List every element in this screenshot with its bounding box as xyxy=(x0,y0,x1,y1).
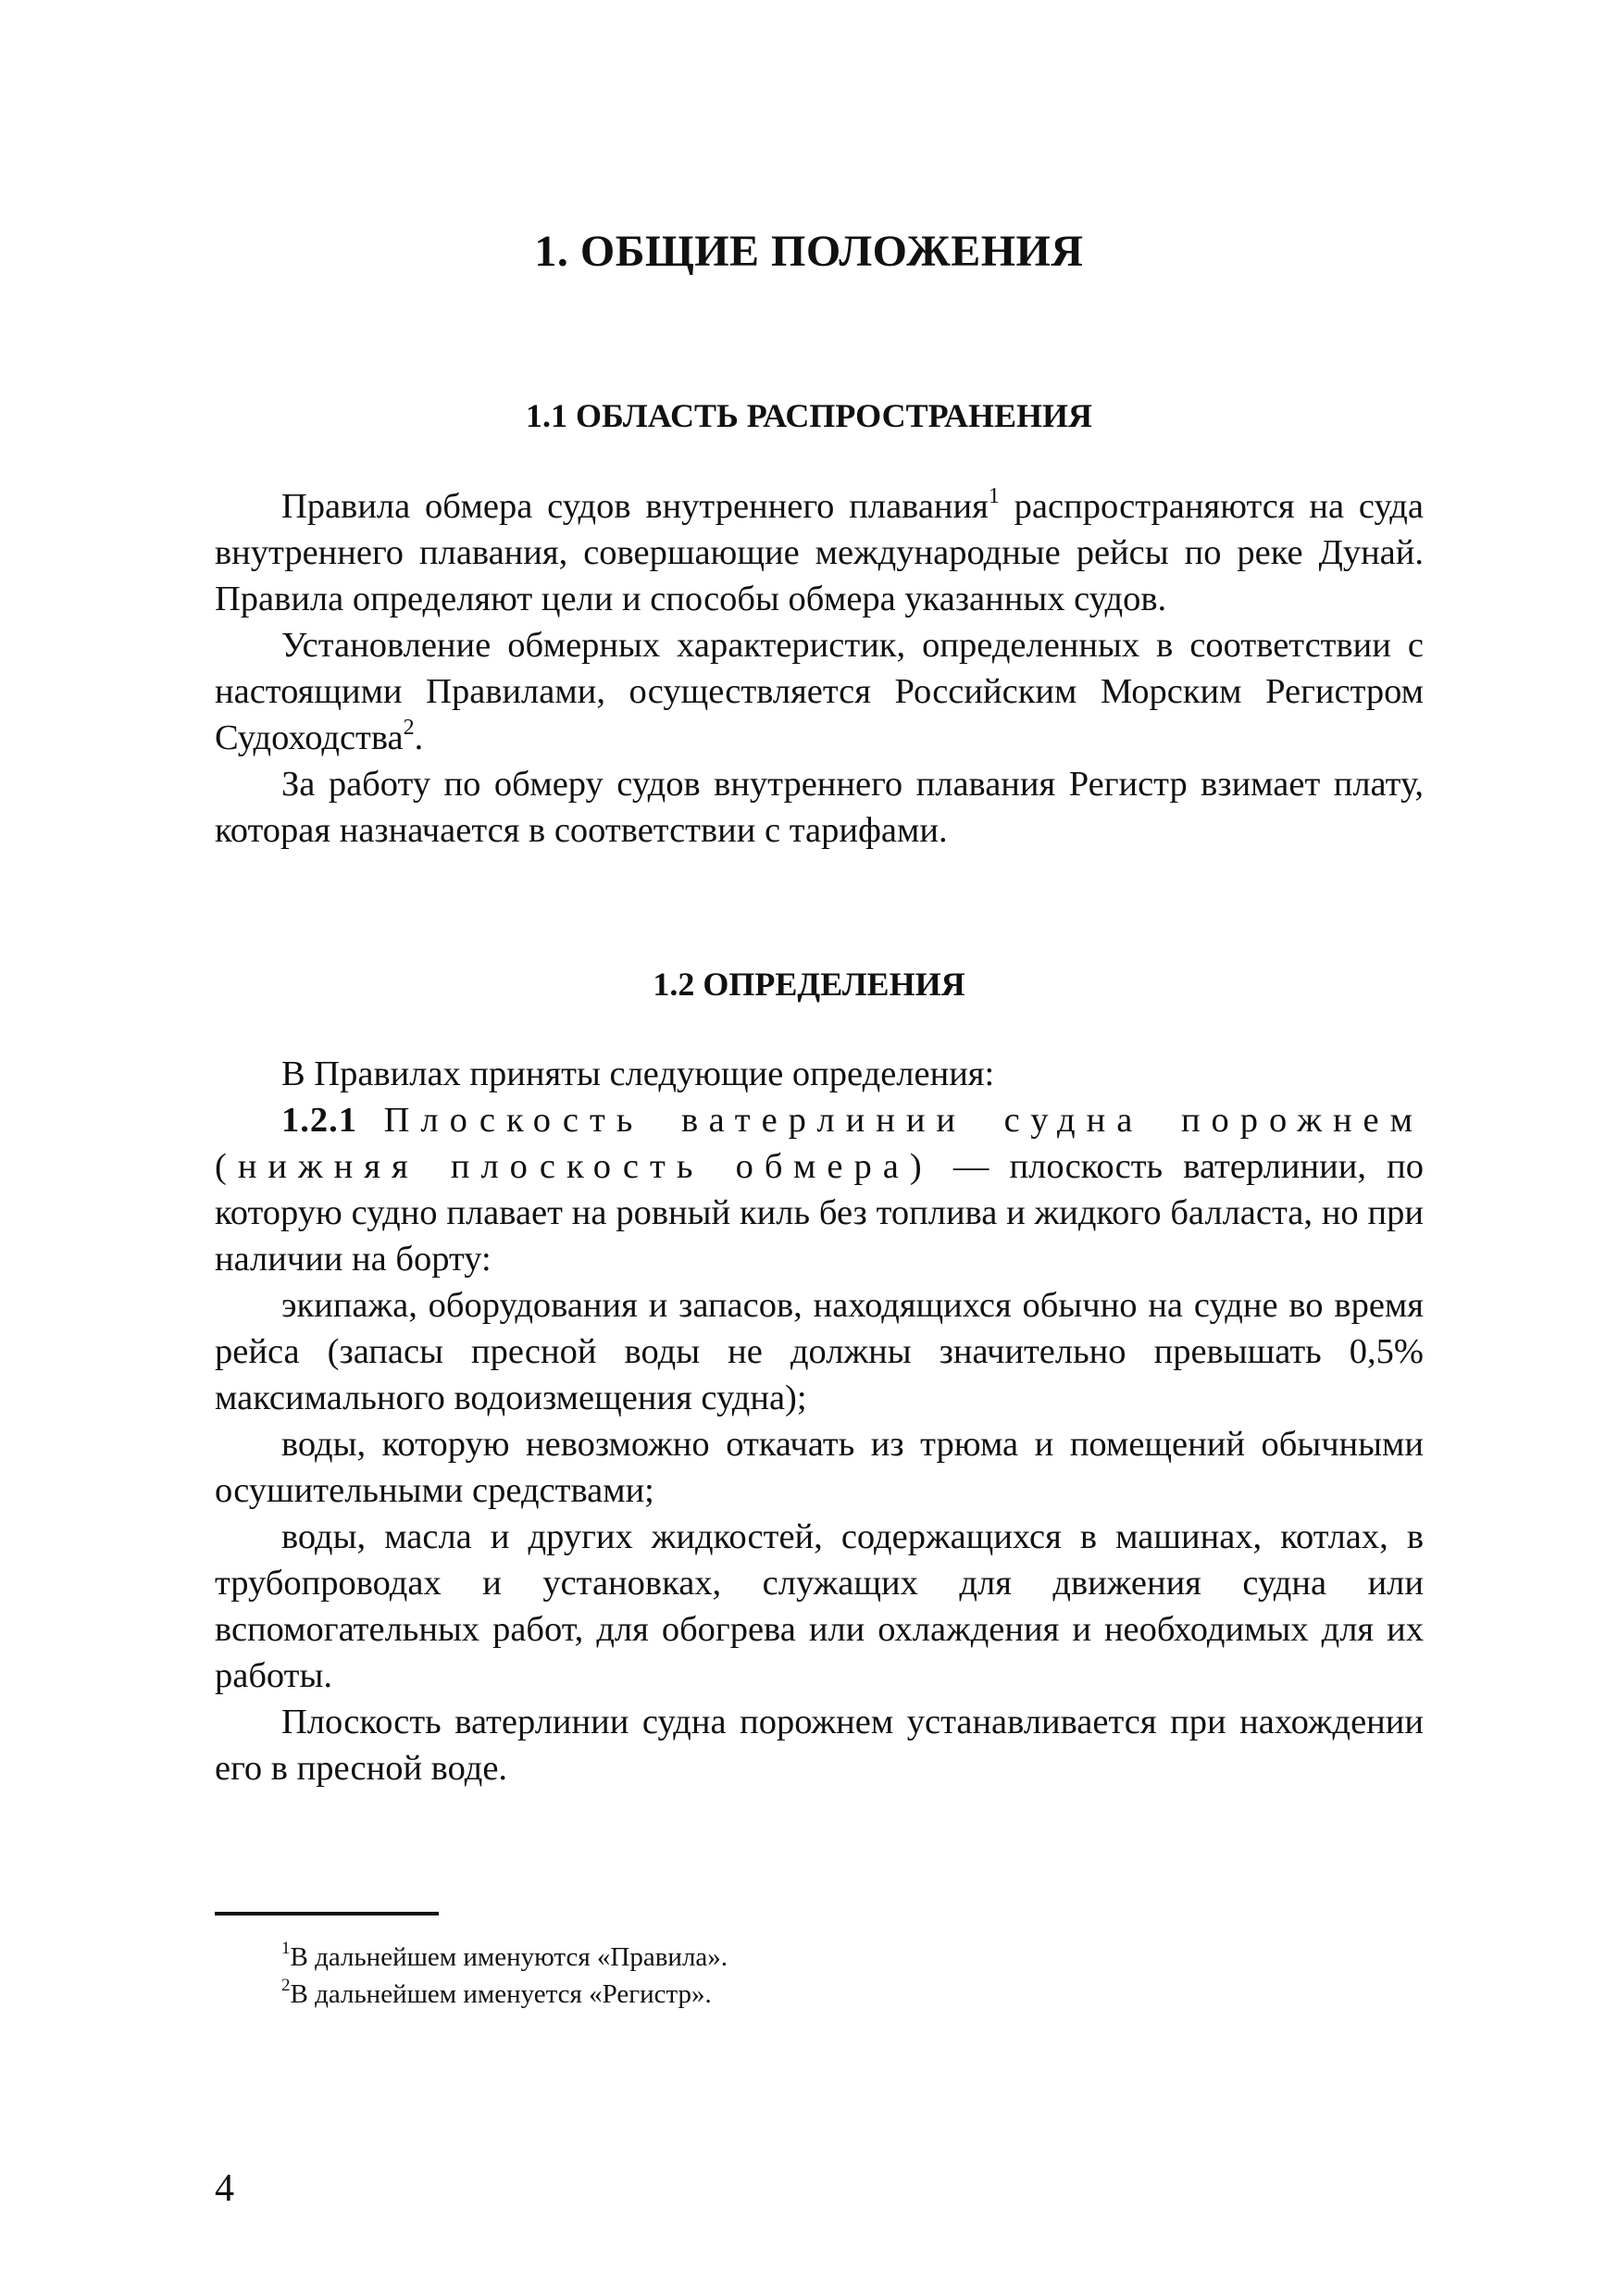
paragraph-text: Установление обмерных характеристик, определенных в соответствии с настоящими Правилами, осуществляется Российским Морским Регистром Судоходства xyxy=(215,626,1424,757)
footnote-2 xyxy=(215,1976,1424,2013)
paragraph-scope-1 xyxy=(215,483,1424,622)
term-definition: — плоскость ватерлинии, по которую судно плавает на ровный киль без топлива и жидкого балласта, но при наличии на борту: xyxy=(215,1147,1424,1279)
definition-item-3: воды, масла и других жидкостей, содержащихся в машинах, котлах, в трубопроводах и установках, служащих для движения судна или вспомогательных работ, для обогрева или охлаждения и необходимых для их работы. xyxy=(215,1517,1424,1695)
footnote-1 xyxy=(215,1939,1424,1976)
section-title-scope: 1.1 ОБЛАСТЬ РАСПРОСТРАНЕНИЯ xyxy=(526,397,1092,434)
paragraph-scope-3: За работу по обмеру судов внутреннего плавания Регистр взимает плату, которая назначается в соответствии с тарифами. xyxy=(215,765,1424,850)
footnote-text: В дальнейшем именуется «Регистр». xyxy=(290,1979,712,2009)
definitions-intro: В Правилах приняты следующие определения: xyxy=(281,1054,995,1093)
footnote-mark: 1 xyxy=(281,1939,291,1959)
section-scope-body xyxy=(215,483,1424,854)
chapter-title: 1. ОБЩИЕ ПОЛОЖЕНИЯ xyxy=(534,227,1084,276)
paragraph-text: . xyxy=(414,718,424,757)
footnote-text: В дальнейшем именуются «Правила». xyxy=(290,1942,728,1972)
definition-1-2-1 xyxy=(215,1097,1424,1282)
definition-item-1: экипажа, оборудования и запасов, находящихся обычно на судне во время рейса (запасы пресной воды не должны значительно превышать 0,5% максимального водоизмещения судна); xyxy=(215,1286,1424,1417)
paragraph-text: распространяются на суда внутреннего плавания, совершающие международные рейсы по реке Дунай. Правила определяют цели и способы обмера указанных судов. xyxy=(215,487,1424,618)
footnotes xyxy=(215,1939,1424,2013)
section-title-definitions: 1.2 ОПРЕДЕЛЕНИЯ xyxy=(653,966,965,1003)
definition-item-2: воды, которую невозможно откачать из трюма и помещений обычными осушительными средствами; xyxy=(215,1425,1424,1510)
footnote-divider xyxy=(215,1912,439,1915)
definitions-closing: Плоскость ватерлинии судна порожнем устанавливается при нахождении его в пресной воде. xyxy=(215,1703,1424,1788)
paragraph-text: Правила обмера судов внутреннего плавания xyxy=(281,487,989,526)
page-number: 4 xyxy=(215,2167,234,2210)
term-number: 1.2.1 xyxy=(281,1101,357,1140)
footnote-mark: 2 xyxy=(281,1976,291,1996)
footnote-ref-2: 2 xyxy=(403,716,415,741)
section-definitions-body xyxy=(215,1051,1424,1791)
paragraph-scope-2 xyxy=(215,622,1424,761)
term-name: Плоскость ватерлинии судна порожнем (нижняя плоскость обмера) xyxy=(215,1101,1424,1186)
footnote-ref-1: 1 xyxy=(988,484,1000,509)
